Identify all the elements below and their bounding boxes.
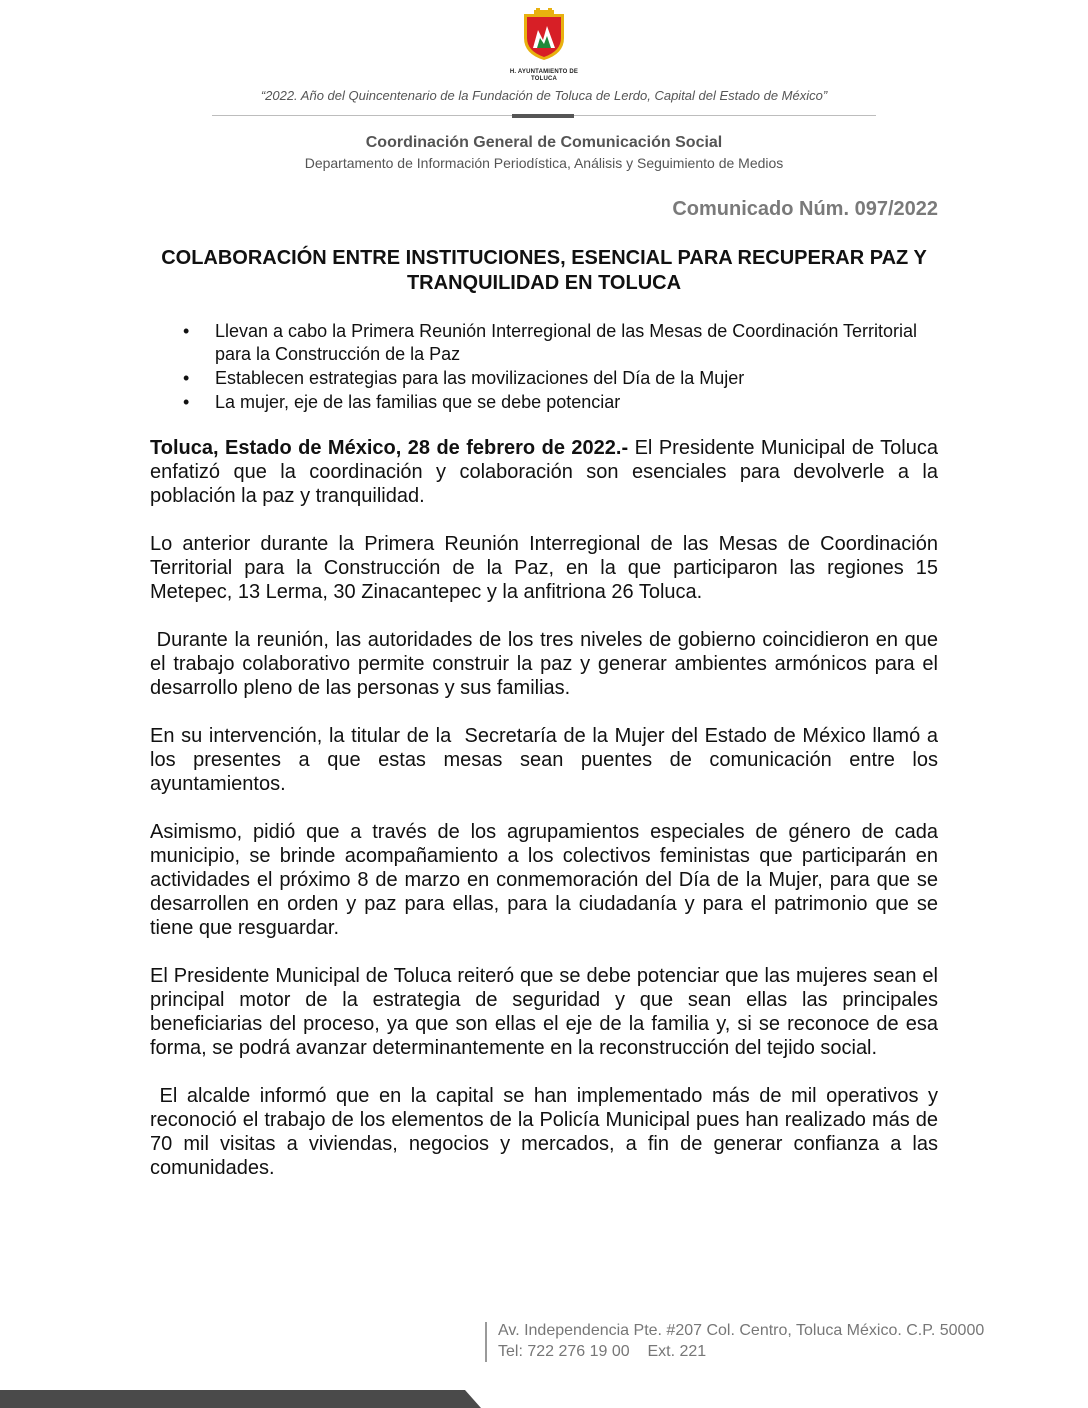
- tagline: “2022. Año del Quincentenario de la Fundación de Toluca de Lerdo, Capital del Estado de México”: [260, 88, 828, 103]
- list-item: [150, 320, 938, 366]
- highlights-list: [150, 320, 938, 415]
- paragraph-text: El Presidente Municipal de Toluca enfatizó que la coordinación y colaboración son esenciales para devolverle a la población la paz y tranquilidad.: [150, 437, 944, 507]
- dateline: Toluca, Estado de México, 28 de febrero de 2022.-: [150, 437, 629, 459]
- bullet-text: La mujer, eje de las familias que se debe potenciar: [215, 392, 621, 412]
- footer-divider: [485, 1322, 487, 1362]
- bullet-icon: •: [183, 368, 190, 388]
- paragraph: [150, 436, 944, 508]
- release-body: [150, 436, 944, 1204]
- paragraph: En su intervención, la titular de la Secretaría de la Mujer del Estado de México llamó a los presentes a que estas mesas sean puentes de comunicación entre los ayuntamientos.: [150, 725, 944, 795]
- bullet-text: Llevan a cabo la Primera Reunión Interregional de las Mesas de Coordinación Territorial para la Construcción de la Paz: [215, 321, 918, 364]
- bullet-text: Establecen estrategias para las movilizaciones del Día de la Mujer: [215, 368, 745, 388]
- logo-text: H. AYUNTAMIENTO DE TOLUCA: [509, 69, 579, 82]
- list-item: [150, 367, 938, 390]
- department-name: Departamento de Información Periodística, Análisis y Seguimiento de Medios: [304, 155, 784, 171]
- paragraph: Lo anterior durante la Primera Reunión Interregional de las Mesas de Coordinación Territorial para la Construcción de la Paz, en la que participaron las regiones 15 Metepec, 13 Lerma, 30 Zinacantepec y la anfitriona 26 Toluca.: [150, 533, 944, 603]
- release-title: COLABORACIÓN ENTRE INSTITUCIONES, ESENCIAL PARA RECUPERAR PAZ Y TRANQUILIDAD EN TOLUCA: [161, 247, 927, 294]
- coat-of-arms-icon: [516, 8, 572, 64]
- paragraph: Asimismo, pidió que a través de los agrupamientos especiales de género de cada municipio, se brinde acompañamiento a los colectivos feministas que participarán en actividades el próximo 8 de marzo en conmemoración del Día de la Mujer, para que se desarrollen en orden y paz para ellas, para la ciudadanía y para el patrimonio que se tiene que resguardar.: [150, 821, 944, 939]
- coordination-name: Coordinación General de Comunicación Social: [365, 134, 723, 151]
- paragraph: El Presidente Municipal de Toluca reiteró que se debe potenciar que las mujeres sean el principal motor de la estrategia de seguridad y que sean ellas las principales beneficiarias del proceso, ya que son ellas el eje de la familia y, si se reconoce de esa forma, se podrá avanzar determinantemente en la reconstrucción del tejido social.: [150, 965, 944, 1059]
- paragraph: Durante la reunión, las autoridades de los tres niveles de gobierno coincidieron en que el trabajo colaborativo permite construir la paz y generar ambientes armónicos para el desarrollo pleno de las personas y sus familias.: [150, 629, 944, 699]
- header-divider-accent: [512, 114, 574, 118]
- footer-phone: Tel: 722 276 19 00 Ext. 221: [498, 1343, 707, 1360]
- footer-address: Av. Independencia Pte. #207 Col. Centro, Toluca México. C.P. 50000: [498, 1322, 985, 1339]
- bottom-band: [0, 1390, 465, 1408]
- footer-contact: [498, 1320, 984, 1362]
- release-number: Comunicado Núm. 097/2022: [672, 198, 938, 220]
- bottom-band-tip: [465, 1390, 481, 1408]
- toluca-logo: [508, 8, 580, 82]
- bullet-icon: •: [183, 392, 190, 412]
- paragraph: El alcalde informó que en la capital se han implementado más de mil operativos y reconoció el trabajo de los elementos de la Policía Municipal pues han realizado más de 70 mil visitas a viviendas, negocios y mercados, a fin de generar confianza a las comunidades.: [150, 1085, 944, 1179]
- list-item: [150, 391, 938, 414]
- bullet-icon: •: [183, 321, 190, 341]
